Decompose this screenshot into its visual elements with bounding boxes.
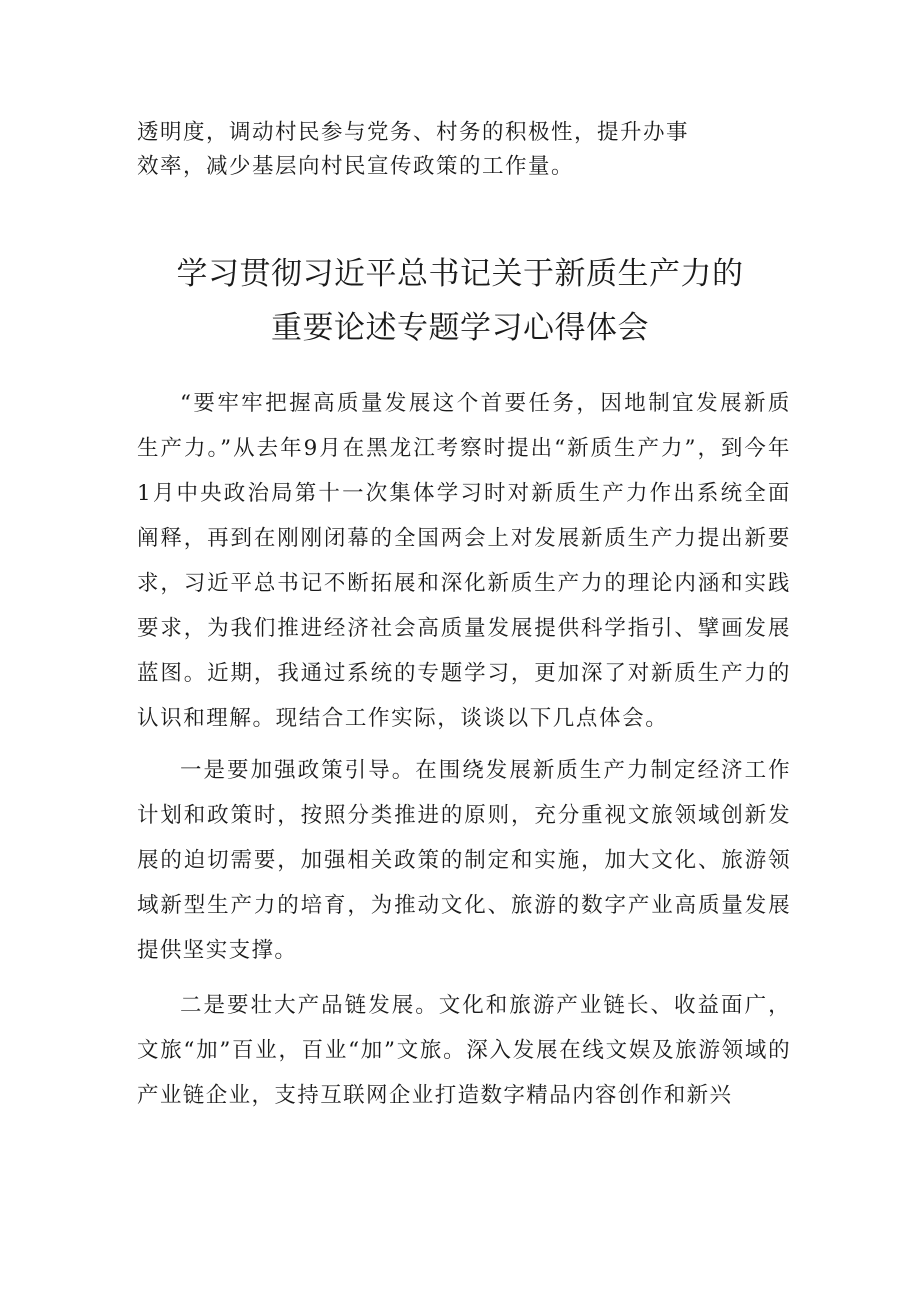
paragraph-policy-guidance: 一是要加强政策引导。在围绕发展新质生产力制定经济工作计划和政策时，按照分类推进的原则，充分重视文旅领域创新发展的迫切需要，加强相关政策的制定和实施，加大文化、旅游领域新型生产力的培育，为推动文化、旅游的数字产业高质量发展提供坚实支撑。 (137, 758, 791, 963)
document-title (120, 247, 800, 355)
continuation-line-1: 透明度，调动村民参与党务、村务的积极性，提升办事 (137, 120, 690, 145)
paragraph-intro: “要牢牢把握高质量发展这个首要任务，因地制宜发展新质生产力。”从去年9月在黑龙江考察时提出“新质生产力”，到今年1月中央政治局第十一次集体学习时对新质生产力作出系统全面阐释，再到在刚刚闭幕的全国两会上对发展新质生产力提出新要求，习近平总书记不断拓展和深化新质生产力的理论内涵和实践要求，为我们推进经济社会高质量发展提供科学指引、擘画发展蓝图。近期，我通过系统的专题学习，更加深了对新质生产力的认识和理解。现结合工作实际，谈谈以下几点体会。 (137, 391, 791, 731)
document-body (137, 381, 791, 1118)
title-line-1: 学习贯彻习近平总书记关于新质生产力的 (176, 256, 744, 292)
paragraph-industry-chain: 二是要壮大产品链发展。文化和旅游产业链长、收益面广，文旅“加”百业，百业“加”文旅。深入发展在线文娱及旅游领域的产业链企业，支持互联网企业打造数字精品内容创作和新兴 (137, 993, 791, 1108)
title-line-2: 重要论述专题学习心得体会 (271, 310, 649, 346)
continuation-text (137, 116, 697, 184)
continuation-line-2: 效率，减少基层向村民宣传政策的工作量。 (137, 154, 575, 179)
